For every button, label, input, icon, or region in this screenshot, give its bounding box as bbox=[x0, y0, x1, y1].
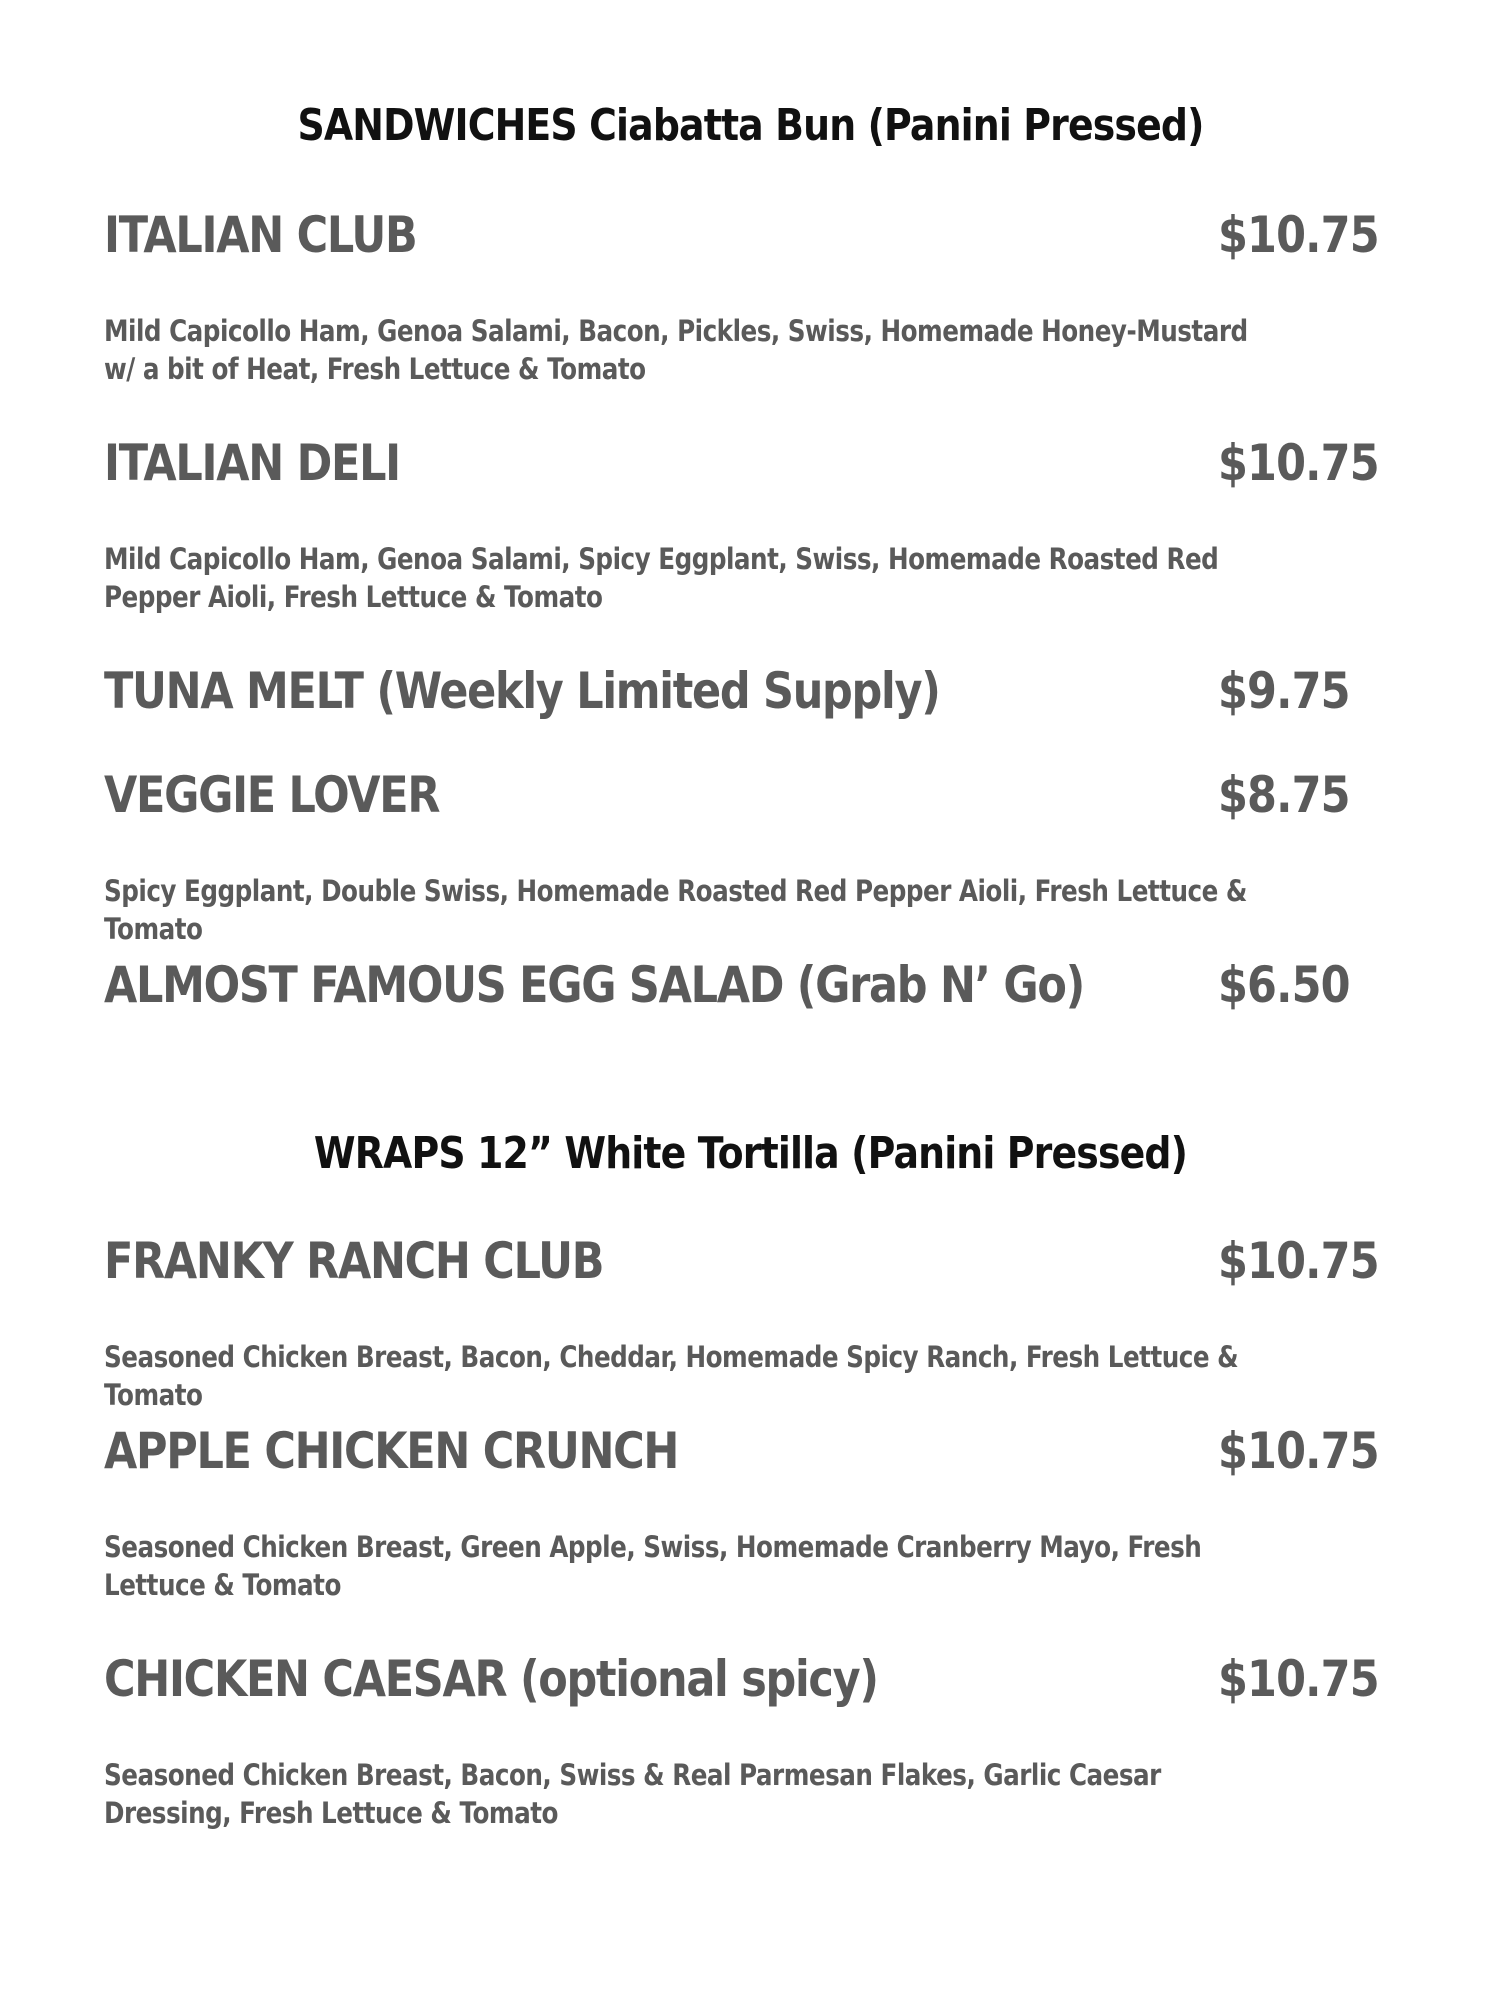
item-name-italian-club: ITALIAN CLUB bbox=[104, 206, 417, 264]
item-price-italian-club: $10.75 bbox=[1218, 206, 1379, 264]
item-name-chicken-caesar: CHICKEN CAESAR (optional spicy) bbox=[104, 1650, 878, 1708]
item-name-veggie-lover: VEGGIE LOVER bbox=[104, 766, 440, 824]
item-description-italian-deli: Mild Capicollo Ham, Genoa Salami, Spicy Eggplant, Swiss, Homemade Roasted Red Pepper Aioli, Fresh Lettuce & Tomato bbox=[104, 542, 1219, 614]
item-name-apple-chicken-crunch: APPLE CHICKEN CRUNCH bbox=[104, 1422, 679, 1480]
item-description-apple-chicken-crunch: Seasoned Chicken Breast, Green Apple, Swiss, Homemade Cranberry Mayo, Fresh Lettuce & Tomato bbox=[104, 1530, 1202, 1602]
item-price-apple-chicken-crunch: $10.75 bbox=[1218, 1422, 1379, 1480]
item-name-egg-salad: ALMOST FAMOUS EGG SALAD (Grab N’ Go) bbox=[104, 956, 1084, 1014]
item-description-italian-club: Mild Capicollo Ham, Genoa Salami, Bacon, Pickles, Swiss, Homemade Honey-Mustard w/ a bit of Heat, Fresh Lettuce & Tomato bbox=[104, 314, 1248, 386]
section-title-wraps: WRAPS 12” White Tortilla (Panini Pressed) bbox=[313, 1128, 1188, 1179]
item-price-veggie-lover: $8.75 bbox=[1218, 766, 1350, 824]
section-title-sandwiches: SANDWICHES Ciabatta Bun (Panini Pressed) bbox=[297, 100, 1204, 151]
item-description-veggie-lover: Spicy Eggplant, Double Swiss, Homemade Roasted Red Pepper Aioli, Fresh Lettuce & Tomato bbox=[104, 874, 1247, 946]
item-name-franky-ranch-club: FRANKY RANCH CLUB bbox=[104, 1232, 604, 1290]
item-price-italian-deli: $10.75 bbox=[1218, 434, 1379, 492]
item-price-tuna-melt: $9.75 bbox=[1218, 662, 1350, 720]
item-price-chicken-caesar: $10.75 bbox=[1218, 1650, 1379, 1708]
item-description-chicken-caesar: Seasoned Chicken Breast, Bacon, Swiss & Real Parmesan Flakes, Garlic Caesar Dressing, Fresh Lettuce & Tomato bbox=[104, 1758, 1161, 1830]
item-description-franky-ranch-club: Seasoned Chicken Breast, Bacon, Cheddar, Homemade Spicy Ranch, Fresh Lettuce & Tomato bbox=[104, 1340, 1239, 1412]
item-price-egg-salad: $6.50 bbox=[1218, 956, 1350, 1014]
item-name-tuna-melt: TUNA MELT (Weekly Limited Supply) bbox=[104, 662, 940, 720]
item-price-franky-ranch-club: $10.75 bbox=[1218, 1232, 1379, 1290]
item-name-italian-deli: ITALIAN DELI bbox=[104, 434, 400, 492]
